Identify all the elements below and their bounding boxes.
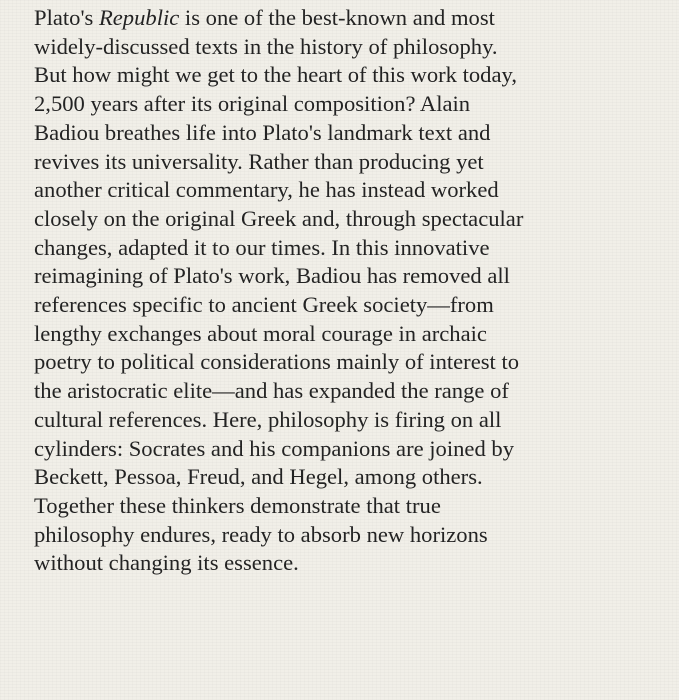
text-line-16: cylinders: Socrates and his companions are joined by bbox=[34, 435, 514, 461]
text-line-1-start: Plato's bbox=[34, 5, 99, 30]
text-line-4: 2,500 years after its original composition? Alain bbox=[34, 91, 471, 117]
text-line-19: philosophy endures, ready to absorb new horizons bbox=[34, 521, 488, 547]
text-line-10: reimagining of Plato's work, Badiou has removed all bbox=[34, 263, 510, 289]
text-line-11: references specific to ancient Greek society—from bbox=[34, 292, 494, 318]
text-line-5: Badiou breathes life into Plato's landmark text and bbox=[34, 119, 491, 145]
text-line-8: closely on the original Greek and, through spectacular bbox=[34, 205, 524, 231]
text-line-20: without changing its essence. bbox=[34, 550, 299, 576]
book-description-text bbox=[34, 4, 671, 578]
text-line-15: cultural references. Here, philosophy is firing on all bbox=[34, 406, 502, 432]
text-line-18: Together these thinkers demonstrate that true bbox=[34, 492, 441, 518]
text-line-3: But how might we get to the heart of this work today, bbox=[34, 62, 517, 88]
text-line-1-end: is one of the best-known and most bbox=[179, 5, 495, 30]
text-line-9: changes, adapted it to our times. In this innovative bbox=[34, 234, 490, 260]
text-line-1 bbox=[34, 4, 671, 33]
text-line-2: widely-discussed texts in the history of philosophy. bbox=[34, 33, 498, 59]
book-title-italic: Republic bbox=[98, 5, 180, 30]
text-line-6: revives its universality. Rather than producing yet bbox=[34, 148, 484, 174]
text-line-14: the aristocratic elite—and has expanded the range of bbox=[34, 378, 509, 404]
text-line-12: lengthy exchanges about moral courage in archaic bbox=[34, 320, 487, 346]
text-line-17: Beckett, Pessoa, Freud, and Hegel, among others. bbox=[34, 464, 483, 490]
text-line-13: poetry to political considerations mainly of interest to bbox=[34, 349, 520, 375]
text-line-7: another critical commentary, he has instead worked bbox=[34, 177, 499, 203]
